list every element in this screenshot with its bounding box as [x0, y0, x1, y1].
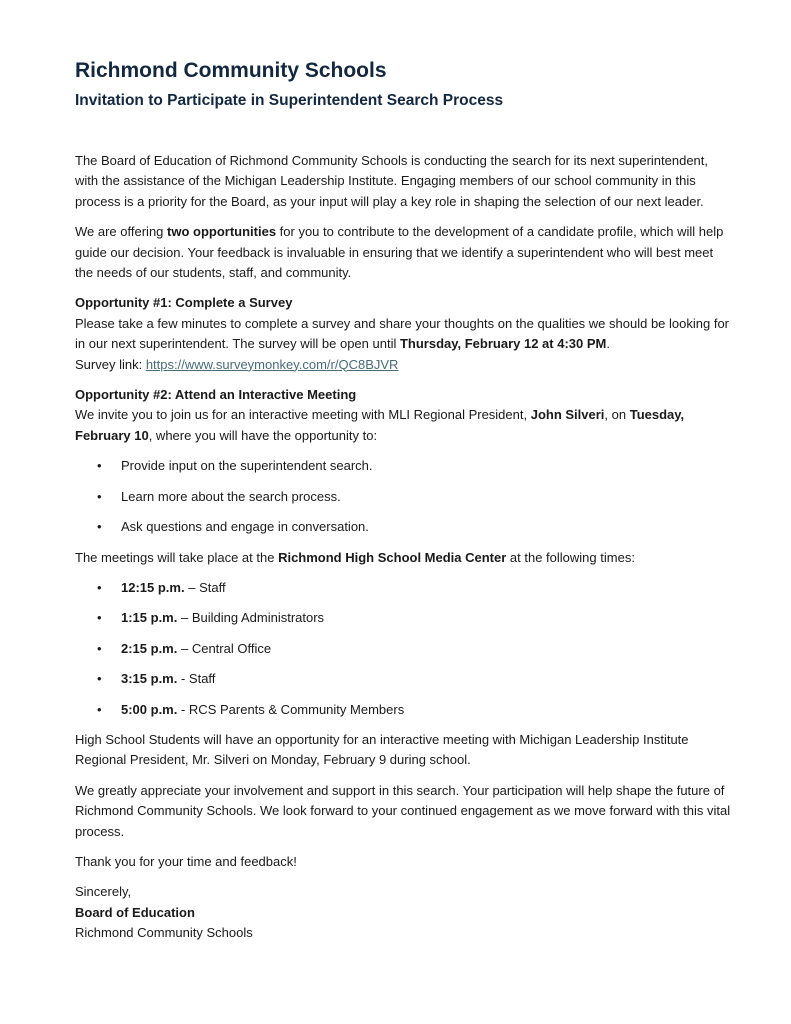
intro-paragraph: The Board of Education of Richmond Community Schools is conducting the search for its next superintendent, with the assistance of the Michigan Leadership Institute. Engaging members of our school community in this process is a priority for the Board, as your input will play a key role in shaping the selection of our next leader.: [75, 153, 709, 209]
meeting-separator: –: [177, 610, 192, 626]
meeting-group: Staff: [188, 671, 216, 687]
list-item: • Provide input on the superintendent search.: [75, 456, 731, 476]
meeting-times-list: [75, 578, 731, 720]
meeting-separator: –: [177, 640, 192, 656]
survey-text-pre: Please take a few minutes to complete a survey and share your thoughts on the qualities we should be looking for in our next superintendent. The survey will be open until: [75, 315, 729, 352]
opportunity-2-text: [75, 405, 731, 446]
meeting-time: 3:15 p.m.: [121, 671, 178, 687]
opportunity-1-heading: Opportunity #1: Complete a Survey: [75, 295, 293, 311]
signature-board: Board of Education: [75, 904, 195, 920]
list-item: [75, 700, 731, 720]
opportunity-2-section: [75, 385, 731, 537]
letter-subtitle: Invitation to Participate in Superintendent Search Process: [75, 92, 504, 109]
offer-paragraph: [75, 222, 731, 283]
opp2-text-2: , on: [604, 407, 630, 423]
meetings-text-post: at the following times:: [506, 549, 635, 565]
meeting-time: 12:15 p.m.: [121, 579, 185, 595]
list-item: [75, 669, 731, 689]
meetings-text-pre: The meetings will take place at the: [75, 549, 279, 565]
opportunity-bullet-list: [75, 456, 731, 537]
thanks-paragraph: Thank you for your time and feedback!: [75, 853, 297, 869]
signature-closing: Sincerely,: [75, 884, 132, 900]
meeting-group: Staff: [199, 579, 226, 595]
signature-org: Richmond Community Schools: [75, 925, 253, 941]
survey-link-line: [75, 355, 731, 375]
opportunity-1-section: [75, 293, 731, 375]
meeting-separator: -: [177, 701, 189, 717]
offer-text-pre: We are offering: [75, 224, 168, 240]
meeting-group: Central Office: [191, 640, 272, 656]
opp2-text-1: We invite you to join us for an interactive meeting with MLI Regional President,: [75, 407, 531, 423]
survey-link[interactable]: https://www.surveymonkey.com/r/QC8BJVR: [145, 356, 399, 372]
letter-title: Richmond Community Schools: [75, 59, 387, 82]
meeting-separator: -: [177, 671, 189, 687]
meetings-paragraph: [75, 548, 731, 568]
appreciation-paragraph: We greatly appreciate your involvement and support in this search. Your participation will help shape the future of Richmond Community Schools. We look forward to your continued engagement as we move forward with this vital process.: [75, 782, 731, 839]
offer-emphasis: two opportunities: [167, 224, 277, 240]
survey-deadline: Thursday, February 12 at 4:30 PM: [399, 336, 607, 352]
meeting-location: Richmond High School Media Center: [278, 549, 507, 565]
meeting-date: Tuesday, February 10: [75, 407, 685, 443]
meeting-group: Building Administrators: [191, 610, 325, 626]
list-item: [75, 608, 731, 628]
opportunity-1-text: [75, 314, 731, 355]
signature-block: [75, 882, 731, 943]
offer-text-post: for you to contribute to the development of a candidate profile, which will help guide our decision. Your feedback is invaluable in ensuring that we identify a superintendent who will best meet the needs of our students, staff, and community.: [75, 224, 724, 281]
opp2-text-3: , where you will have the opportunity to:: [148, 427, 378, 443]
list-item: [75, 639, 731, 659]
meeting-time: 2:15 p.m.: [121, 640, 178, 656]
list-item: • Ask questions and engage in conversation.: [75, 517, 731, 537]
list-item: [75, 578, 731, 598]
meeting-group: RCS Parents & Community Members: [188, 701, 405, 717]
survey-link-label: Survey link:: [75, 356, 146, 372]
opportunity-2-heading: Opportunity #2: Attend an Interactive Meeting: [75, 387, 357, 403]
meeting-separator: –: [184, 579, 200, 595]
mli-president-name: John Silveri: [530, 407, 605, 423]
meeting-time: 5:00 p.m.: [121, 701, 178, 717]
meeting-time: 1:15 p.m.: [121, 610, 178, 626]
students-paragraph: High School Students will have an opportunity for an interactive meeting with Michigan Leadership Institute Regional President, Mr. Silveri on Monday, February 9 during school.: [75, 731, 689, 768]
list-item: • Learn more about the search process.: [75, 487, 731, 507]
survey-text-post: .: [606, 336, 610, 352]
letter-body: [75, 151, 731, 944]
